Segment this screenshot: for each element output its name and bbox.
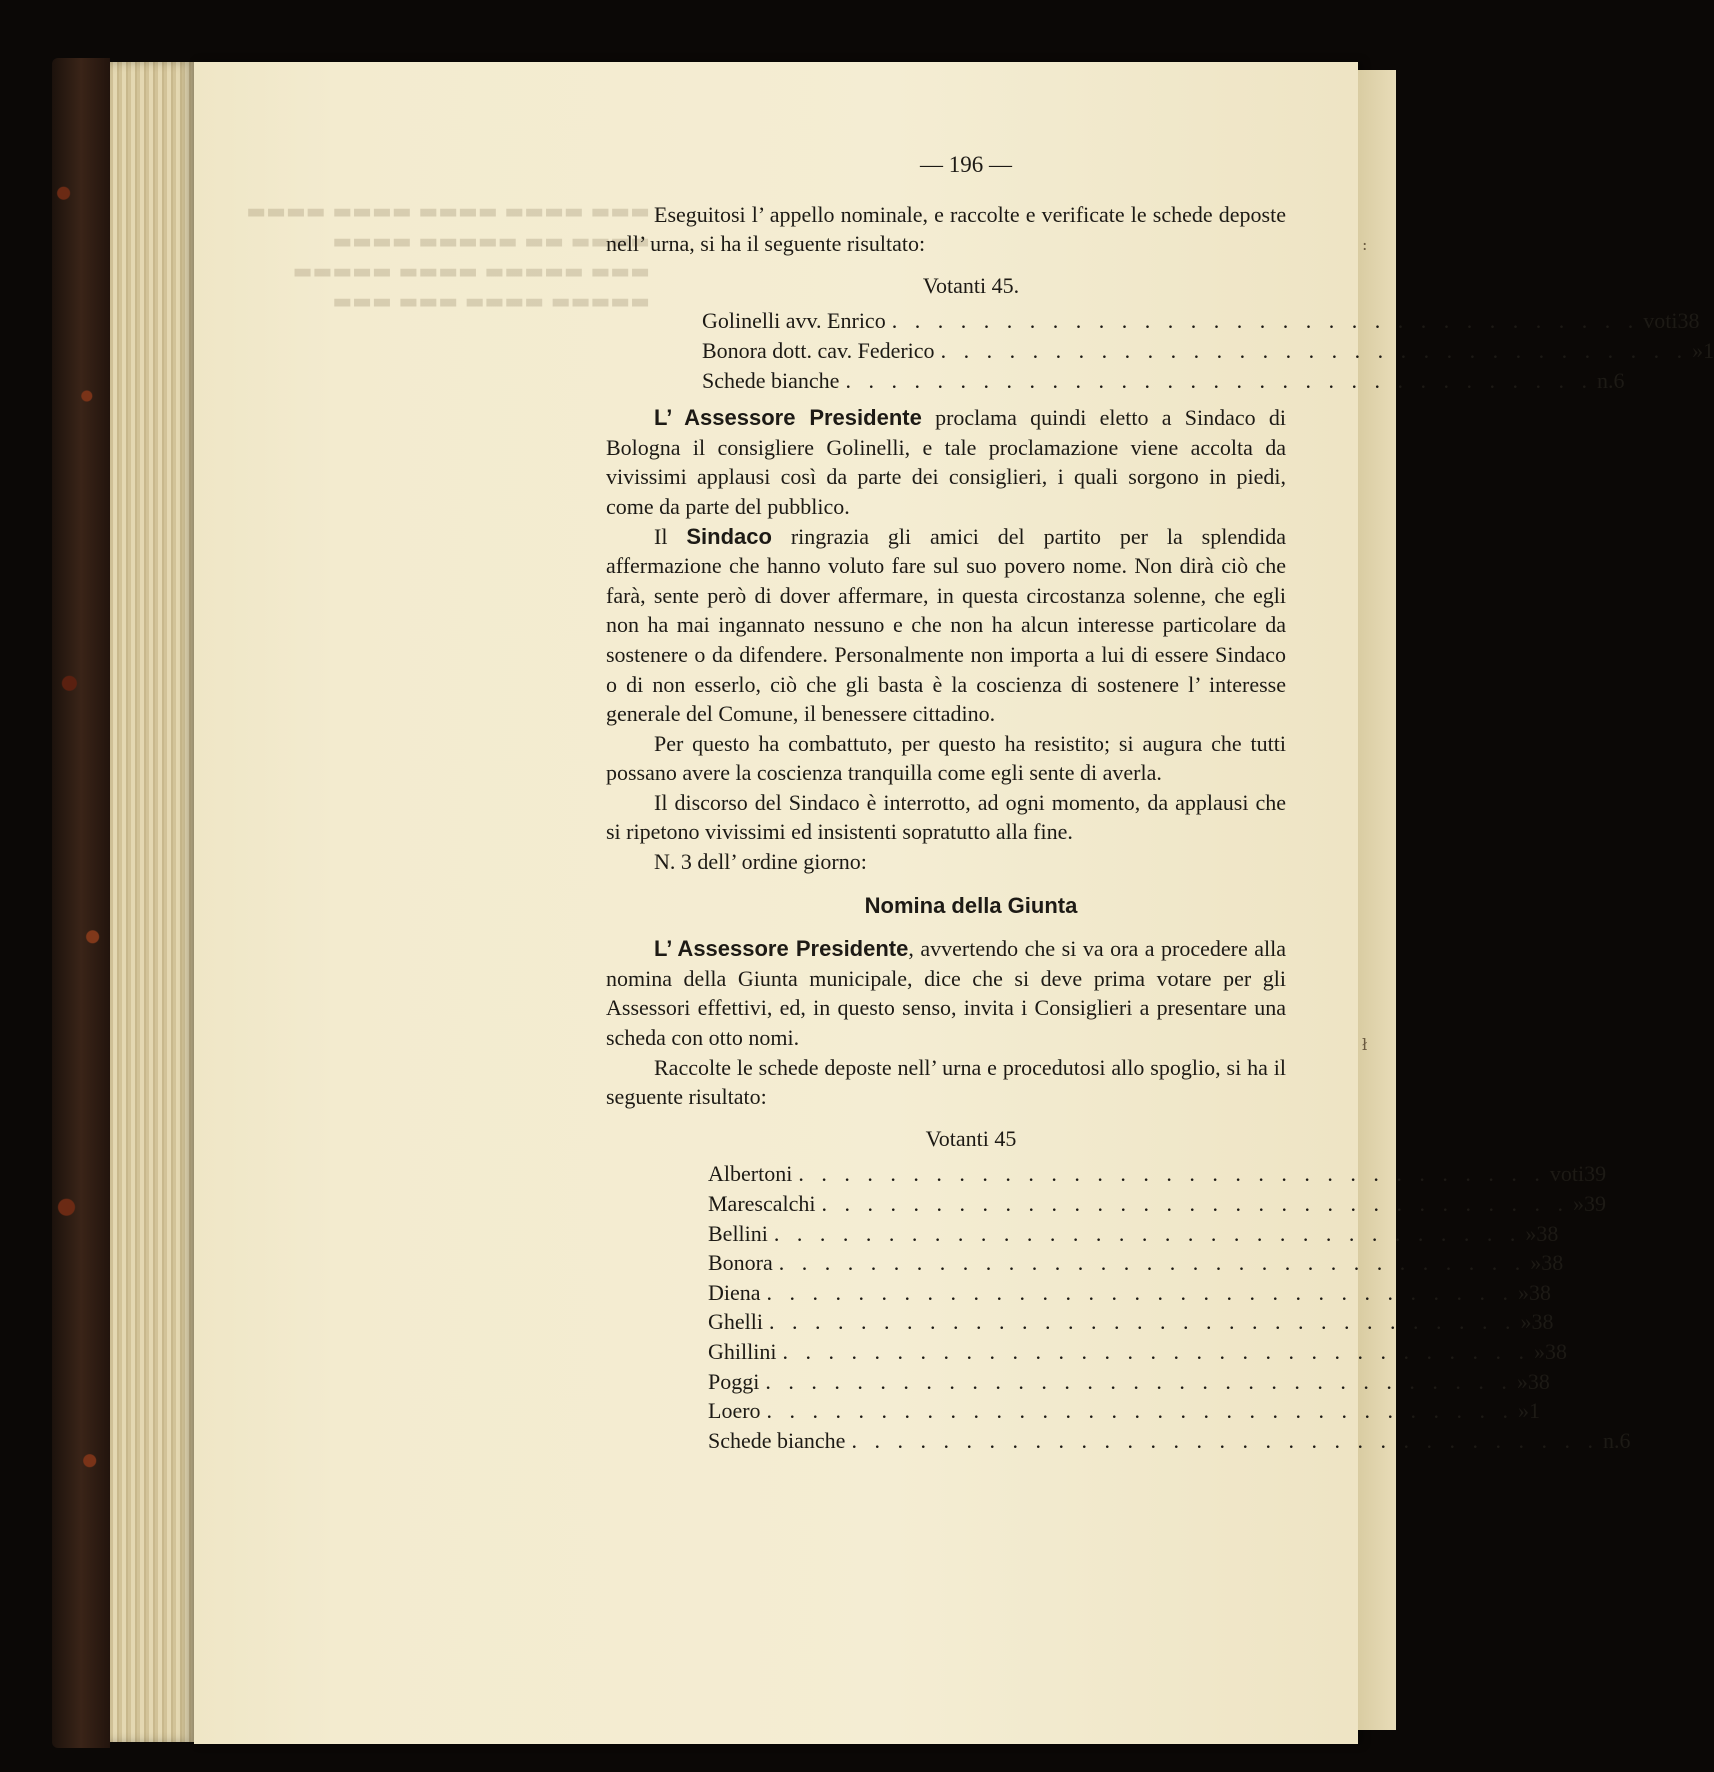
paragraph: N. 3 dell’ ordine giorno: [654,849,867,875]
tally-row [708,1307,1554,1337]
paragraph: Raccolte le schede deposte nell’ urna e procedutosi allo spoglio, si ha il seguente risultato: [606,1054,1286,1110]
vote-unit: » [1520,1309,1532,1335]
paragraph: Il discorso del Sindaco è interrotto, ad ogni momento, da applausi che si ripetono vivissimi ed insistenti sopratutto alla fine. [606,789,1286,845]
candidate-name: Albertoni [708,1161,793,1187]
vote-count: 38 [1536,1220,1559,1246]
candidate-name: Golinelli avv. Enrico [702,308,886,334]
paragraph [606,403,1286,521]
vote-unit: n. [1596,367,1614,393]
vote-count: 38 [1527,1368,1550,1394]
candidate-name: Marescalchi [708,1191,816,1216]
candidate-name: Ghelli [708,1309,763,1335]
paragraph: Per questo ha combattuto, per questo ha resistito; si augura che tutti possano avere la coscienza tranquilla come egli sente di averla. [606,730,1286,786]
leader-dots [761,1278,1519,1308]
vote-count: 39 [1584,1161,1607,1187]
vote-tally-mayor [702,306,1714,395]
facing-page-marks: : ł [1362,235,1368,1054]
section-heading: Nomina della Giunta [864,892,1078,918]
leader-dots [839,366,1597,396]
candidate-name: Bonora [708,1250,773,1276]
tally-row [708,1396,1541,1426]
leader-dots [886,306,1644,336]
leader-dots [935,336,1693,366]
vote-unit: » [1530,1250,1542,1276]
leader-dots [773,1248,1531,1278]
page-number: — 196 — [920,152,1012,177]
candidate-name: Ghillini [708,1338,777,1364]
vote-unit: voti [1643,308,1678,334]
vote-unit: » [1573,1191,1584,1216]
vote-unit: » [1692,337,1704,363]
tally-row [708,1159,1607,1189]
vote-count: 1 [1703,337,1714,363]
tally-row [708,1248,1564,1278]
leader-dots [763,1307,1521,1337]
vote-count: 38 [1541,1250,1564,1276]
vote-unit: » [1518,1279,1530,1305]
tally-row [708,1278,1552,1308]
tally-row [702,366,1625,396]
book-binding [52,58,110,1748]
leader-dots [759,1367,1517,1397]
vote-count: 6 [1613,367,1625,393]
vote-unit: » [1525,1220,1537,1246]
tally-row [702,306,1700,336]
paragraph [606,934,1286,1052]
speaker-name: L’ Assessore Presidente [654,936,909,962]
speaker-name: Sindaco [686,523,772,549]
paragraph: Eseguitosi l’ appello nominale, e raccolte e verificate le schede deposte nell’ urna, si ha il seguente risultato: [606,201,1286,257]
paragraph-text: , avvertendo che si va ora a procedere alla nomina della Giunta municipale, dice che si deve prima votare per gli Assessori effettivi, ed, in questo senso, invita i Consiglieri a presentare una scheda con otto nomi. [606,936,1286,1051]
tally-row [702,336,1714,366]
leader-dots [761,1396,1519,1426]
tally-row [708,1219,1559,1249]
candidate-name: Bellini [708,1220,768,1246]
tally-row [708,1337,1567,1367]
leader-dots [792,1159,1550,1189]
vote-count: 38 [1544,1338,1567,1364]
candidate-name: Schede bianche [708,1427,846,1453]
paragraph-lead: Il [654,523,687,549]
page-edges [110,62,194,1742]
vote-header: Votanti 45. [922,272,1020,298]
vote-count: 39 [1584,1191,1606,1216]
leader-dots [816,1189,1574,1219]
paragraph-text: proclama quindi eletto a Sindaco di Bologna il consigliere Golinelli, e tale proclamazione viene accolta da vivissimi applausi così da parte dei consiglieri, i quali sorgono in piedi, come da parte del pubblico. [606,405,1286,519]
paragraph-text: ringrazia gli amici del partito per la splendida affermazione che hanno voluto fare sul suo povero nome. Non dirà ciò che farà, sente però di dover affermare, in questa circostanza solenne, che egli non ha mai ingannato nessuno e che non ha alcun interesse particolare da sostenere o da difendere. Personalmente non importa a lui di essere Sindaco o di non esserlo, ciò che gli basta è la coscienza di sostenere l’ interesse generale del Comune, il benessere cittadino. [606,523,1286,727]
candidate-name: Diena [708,1279,761,1305]
vote-header: Votanti 45 [925,1125,1017,1151]
vote-unit: » [1533,1338,1545,1364]
vote-tally-giunta [708,1159,1631,1455]
candidate-name: Schede bianche [702,367,840,393]
leader-dots [768,1219,1526,1249]
vote-unit: » [1518,1398,1530,1424]
vote-count: 38 [1529,1279,1552,1305]
vote-unit: n. [1602,1427,1620,1453]
vote-count: 38 [1677,308,1700,334]
vote-count: 38 [1531,1309,1554,1335]
vote-unit: voti [1549,1161,1585,1187]
paragraph [606,522,1286,729]
candidate-name: Bonora dott. cav. Federico [702,337,935,363]
bleed-through-text: ▬▬▬ ▬▬▬▬ ▬▬▬▬ ▬▬▬▬ ▬▬▬▬ ▬▬▬▬ ▬▬ ▬▬▬▬▬ ▬▬▬▬ ▬▬▬ ▬▬▬▬▬ ▬▬▬▬ ▬▬▬▬▬ ▬▬▬▬▬ ▬▬▬▬ ▬▬▬ ▬▬▬ [246,199,650,313]
tally-row [708,1189,1606,1219]
speaker-name: L’ Assessore Presidente [654,405,922,431]
vote-count: 1 [1529,1398,1541,1424]
leader-dots [845,1426,1603,1456]
vote-unit: » [1516,1368,1528,1394]
page-text [606,150,1714,1455]
candidate-name: Loero [708,1398,761,1424]
candidate-name: Poggi [708,1368,760,1394]
leader-dots [776,1337,1534,1367]
tally-row [708,1367,1550,1397]
tally-row [708,1426,1631,1456]
vote-count: 6 [1619,1427,1631,1453]
